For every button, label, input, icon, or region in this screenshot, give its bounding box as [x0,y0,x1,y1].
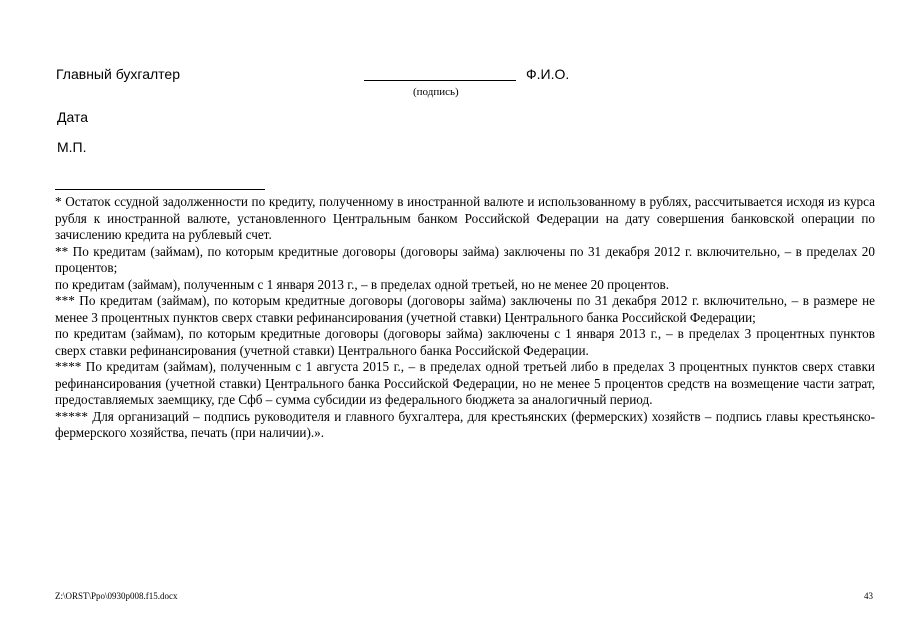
chief-accountant-label: Главный бухгалтер [56,66,180,82]
footnotes-block [55,194,875,442]
footnote-2-continued: по кредитам (займам), полученным с 1 января 2013 г., – в пределах одной третьей, но не менее 20 процентов. [55,276,670,292]
footnote-separator [55,189,265,190]
date-label: Дата [57,109,89,125]
page-number: 43 [864,591,873,601]
footnote-1: * Остаток ссудной задолженности по кредиту, полученному в иностранной валюте и использованному в рублях, рассчитывается исходя из курса рубля к иностранной валюте, установленного Центральным банком Российской Федерации на дату совершения банковской операции по зачислению кредита на рублевый счет. [55,194,875,242]
footnote-4: **** По кредитам (займам), полученным с 1 августа 2015 г., – в пределах одной третьей либо в пределах 3 процентных пунктов сверх ставки рефинансирования (учетной ставки) Центрального банка Российской Федерации, но не менее 5 процентов средств на возмещение части затрат, предоставляемых заемщику, где Сфб – сумма субсидии из федерального бюджета за аналогичный период. [55,359,875,407]
footnote-3: *** По кредитам (займам), по которым кредитные договоры (договоры займа) заключены по 31 декабря 2012 г. включительно, – в размере не менее 3 процентных пунктов сверх ставки рефинансирования (учетной ставки) Центрального банка Российской Федерации; [55,293,875,325]
footnote-3-continued: по кредитам (займам), по которым кредитные договоры (договоры займа) заключены с 1 января 2013 г., – в пределах 3 процентных пунктов сверх ставки рефинансирования (учетной ставки) Центрального банка Российской Федерации. [55,326,875,358]
footnote-5: ***** Для организаций – подпись руководителя и главного бухгалтера, для крестьянских (фермерских) хозяйств – подпись главы крестьянско-фермерского хозяйства, печать (при наличии).». [55,408,875,440]
signature-line [364,80,516,81]
footnote-2: ** По кредитам (займам), по которым кредитные договоры (договоры займа) заключены по 31 декабря 2012 г. включительно, – в пределах 20 процентов; [55,243,875,275]
name-label: Ф.И.О. [526,66,570,82]
stamp-label: М.П. [57,139,87,155]
footer-file-path: Z:\ORST\Ppo\0930p008.f15.docx [55,591,178,601]
signature-caption: (подпись) [413,86,459,98]
